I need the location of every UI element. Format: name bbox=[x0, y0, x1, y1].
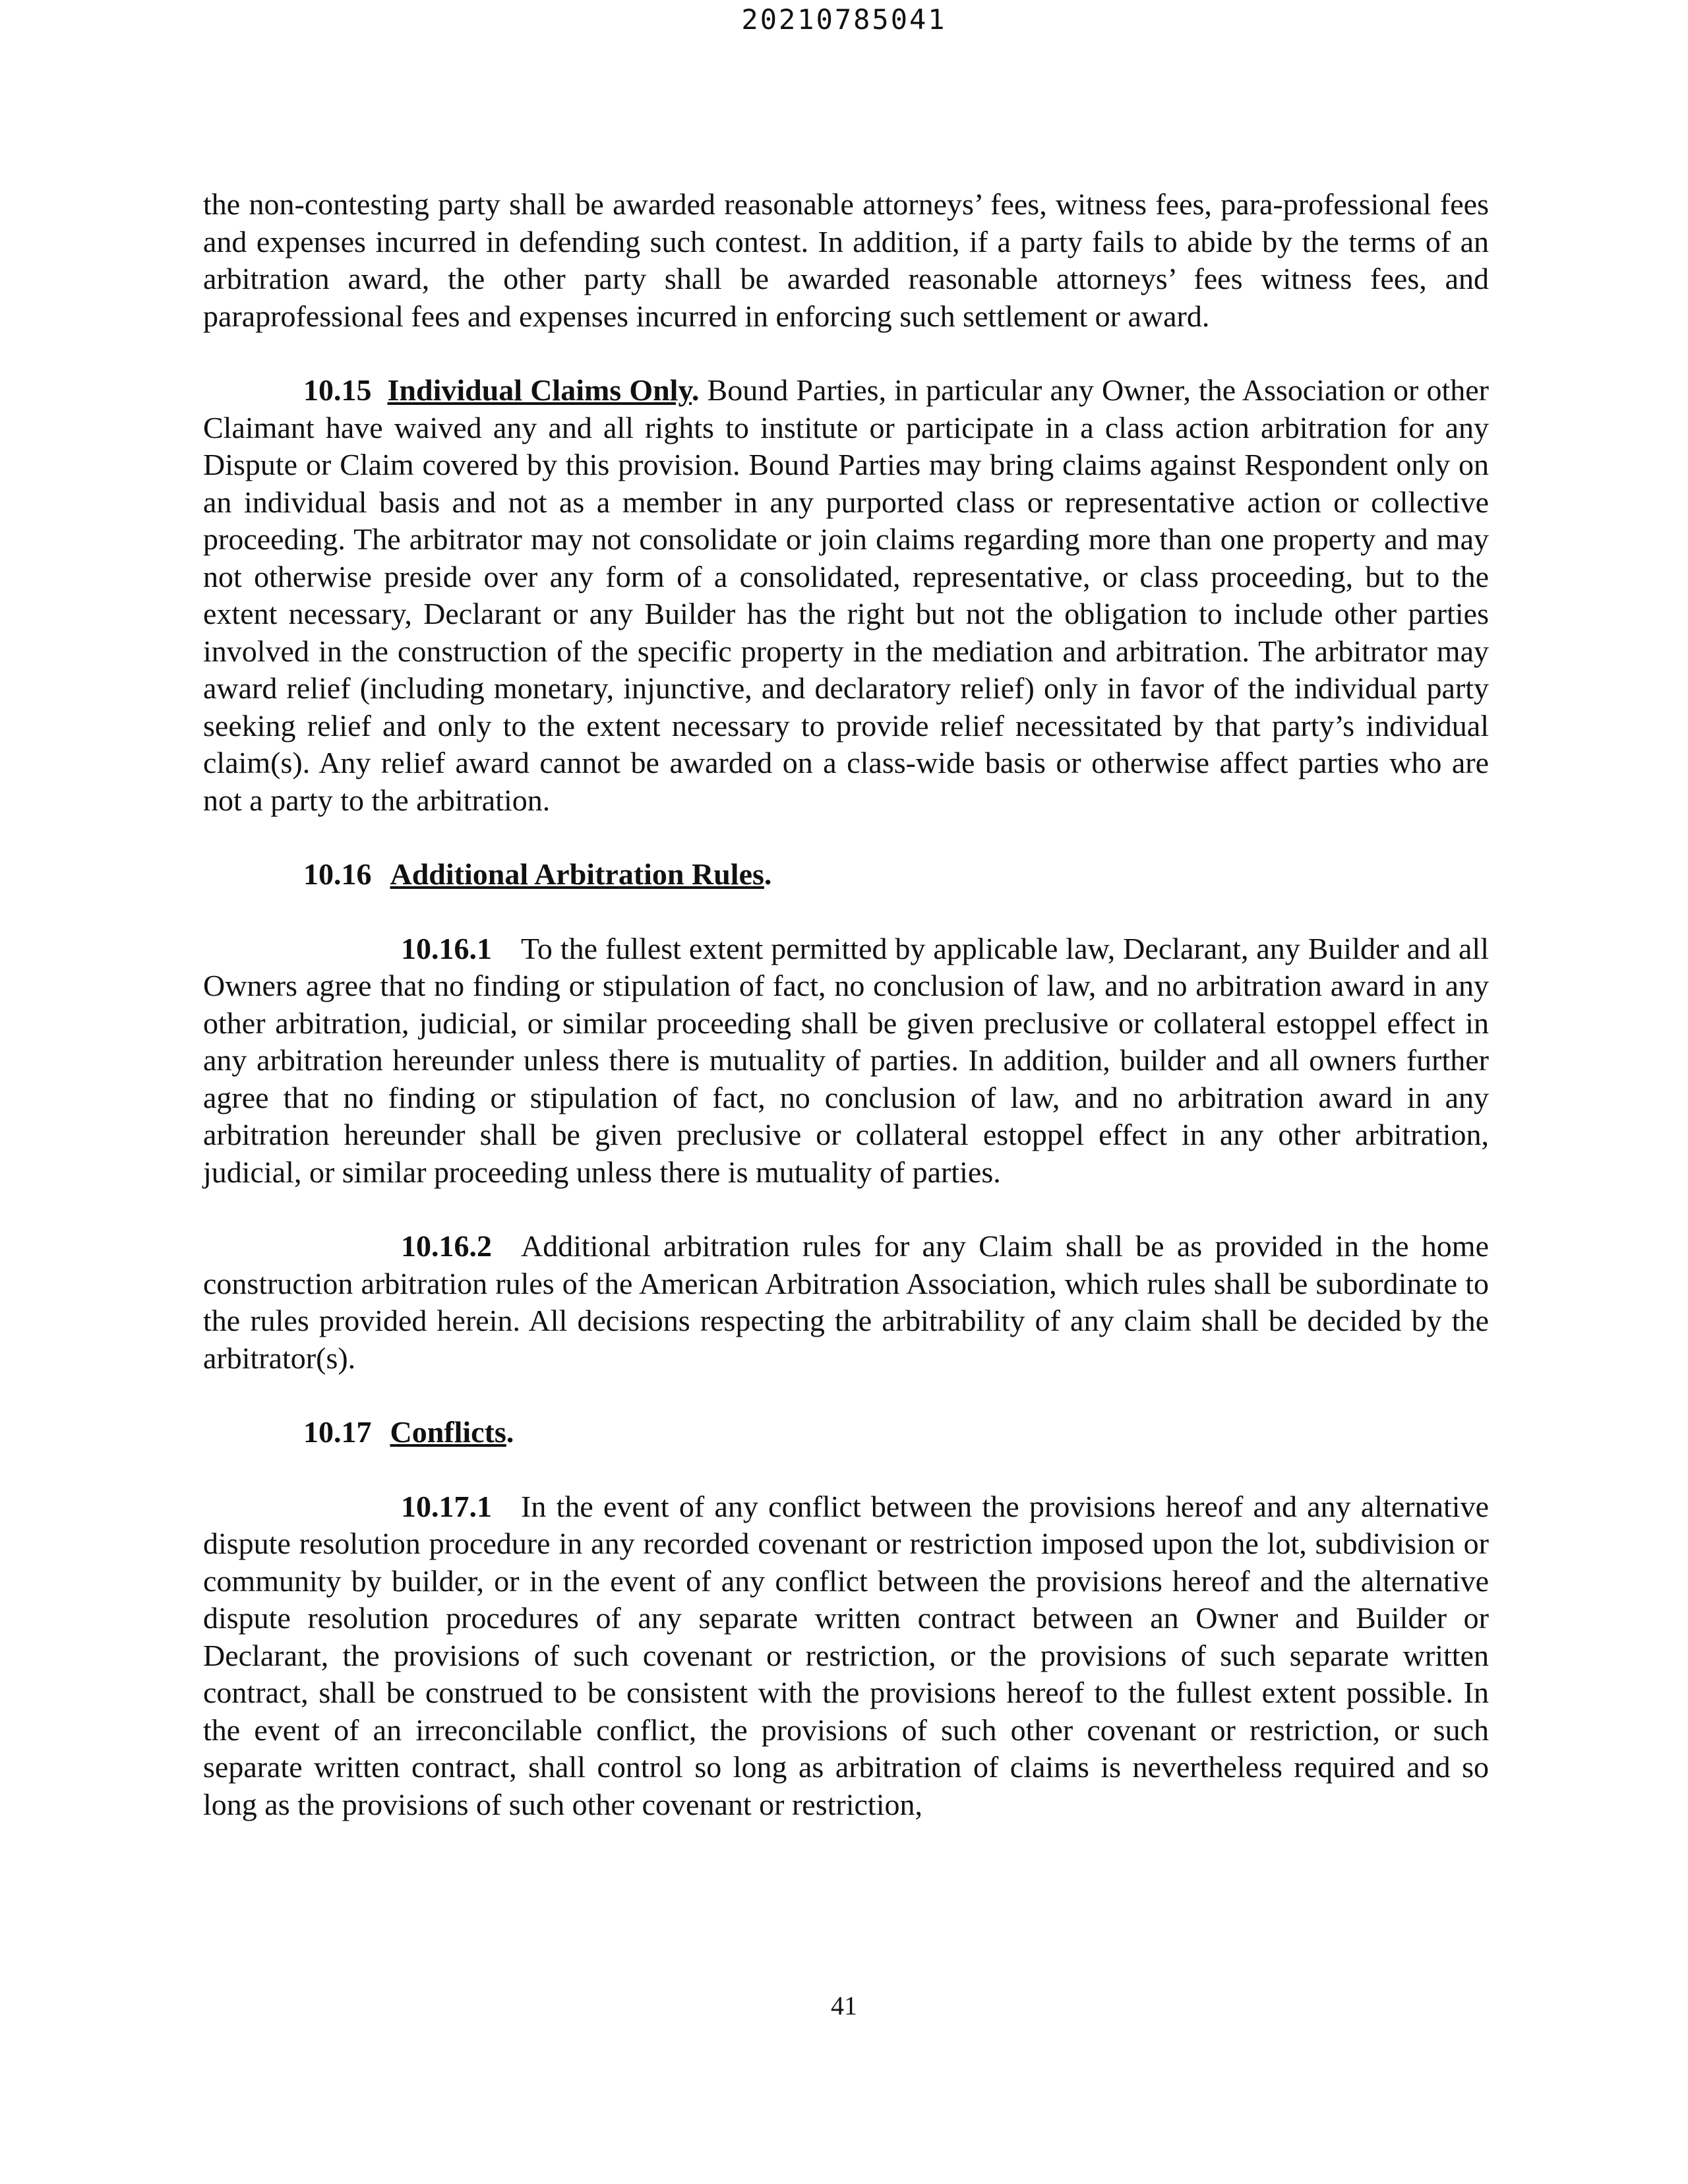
subsection-number: 10.16.1 bbox=[401, 931, 492, 965]
section-10-15-paragraph bbox=[203, 372, 1489, 819]
section-10-17-1-paragraph bbox=[203, 1488, 1489, 1824]
section-10-16-1-paragraph bbox=[203, 930, 1489, 1192]
section-number: 10.17 bbox=[303, 1415, 372, 1449]
section-title: Conflicts bbox=[390, 1415, 506, 1449]
section-title-punct: . bbox=[691, 373, 700, 407]
subsection-number: 10.17.1 bbox=[401, 1489, 492, 1523]
section-10-16-2-paragraph bbox=[203, 1228, 1489, 1377]
continuation-paragraph: the non-contesting party shall be awarded reasonable attorneys’ fees, witness fees, para-professional fees and expenses incurred in defending such contest. In addition, if a party fails to abide by the terms of an arbitration award, the other party shall be awarded reasonable attorneys’ fees witness fees, and paraprofessional fees and expenses incurred in enforcing such settlement or award. bbox=[203, 187, 1489, 333]
paragraph-gap bbox=[203, 1451, 1489, 1488]
section-title: Additional Arbitration Rules bbox=[390, 857, 764, 891]
section-10-16-heading bbox=[203, 856, 1489, 894]
section-title-punct: . bbox=[506, 1415, 514, 1449]
paragraph-gap bbox=[203, 1191, 1489, 1228]
page-number: 41 bbox=[831, 1991, 857, 2020]
paragraph-gap bbox=[203, 1377, 1489, 1414]
section-10-17-heading bbox=[203, 1414, 1489, 1451]
section-text: Bound Parties, in particular any Owner, the Association or other Claimant have waived any and all rights to institute or participate in a class action arbitration for any Dispute or Claim covered by this provision. Bound Parties may bring claims against Respondent only on an individual basis and not as a member in any purported class or representative action or collective proceeding. The arbitrator may not consolidate or join claims regarding more than one property and may not otherwise preside over any form of a consolidated, representative, or class proceeding, but to the extent necessary, Declarant or any Builder has the right but not the obligation to include other parties involved in the construction of the specific property in the mediation and arbitration. The arbitrator may award relief (including monetary, injunctive, and declaratory relief) only in favor of the individual party seeking relief and only to the extent necessary to provide relief necessitated by that party’s individual claim(s). Any relief award cannot be awarded on a class-wide basis or otherwise affect parties who are not a party to the arbitration. bbox=[203, 373, 1490, 817]
document-number: 20210785041 bbox=[741, 3, 947, 36]
paragraph-gap bbox=[203, 335, 1489, 372]
section-title: Individual Claims Only bbox=[387, 373, 692, 407]
subsection-text: In the event of any conflict between the provisions hereof and any alternative dispute resolution procedure in any recorded covenant or restriction imposed upon the lot, subdivision or community by builder, or in the event of any conflict between the provisions hereof and the alternative dispute resolution procedures of any separate written contract between an Owner and Builder or Declarant, the provisions of such covenant or restriction, or the provisions of such separate written contract, shall be construed to be consistent with the provisions hereof to the fullest extent possible. In the event of an irreconcilable conflict, the provisions of such other covenant or restriction, or such separate written contract, shall control so long as arbitration of claims is nevertheless required and so long as the provisions of such other covenant or restriction, bbox=[203, 1489, 1489, 1821]
section-number: 10.15 bbox=[303, 373, 372, 407]
section-title-punct: . bbox=[764, 857, 772, 891]
paragraph-gap bbox=[203, 819, 1489, 856]
paragraph-gap bbox=[203, 894, 1489, 930]
section-number: 10.16 bbox=[303, 857, 372, 891]
subsection-number: 10.16.2 bbox=[401, 1229, 492, 1263]
subsection-text: To the fullest extent permitted by applicable law, Declarant, any Builder and all Owners agree that no finding or stipulation of fact, no conclusion of law, and no arbitration award in any other arbitration, judicial, or similar proceeding shall be given preclusive or collateral estoppel effect in any arbitration hereunder unless there is mutuality of parties. In addition, builder and all owners further agree that no finding or stipulation of fact, no conclusion of law, and no arbitration award in any arbitration hereunder shall be given preclusive or collateral estoppel effect in any other arbitration, judicial, or similar proceeding unless there is mutuality of parties. bbox=[203, 931, 1489, 1189]
document-body bbox=[203, 186, 1489, 1823]
subsection-text: Additional arbitration rules for any Claim shall be as provided in the home construction arbitration rules of the American Arbitration Association, which rules shall be subordinate to the rules provided herein. All decisions respecting the arbitrability of any claim shall be decided by the arbitrator(s). bbox=[203, 1229, 1489, 1375]
